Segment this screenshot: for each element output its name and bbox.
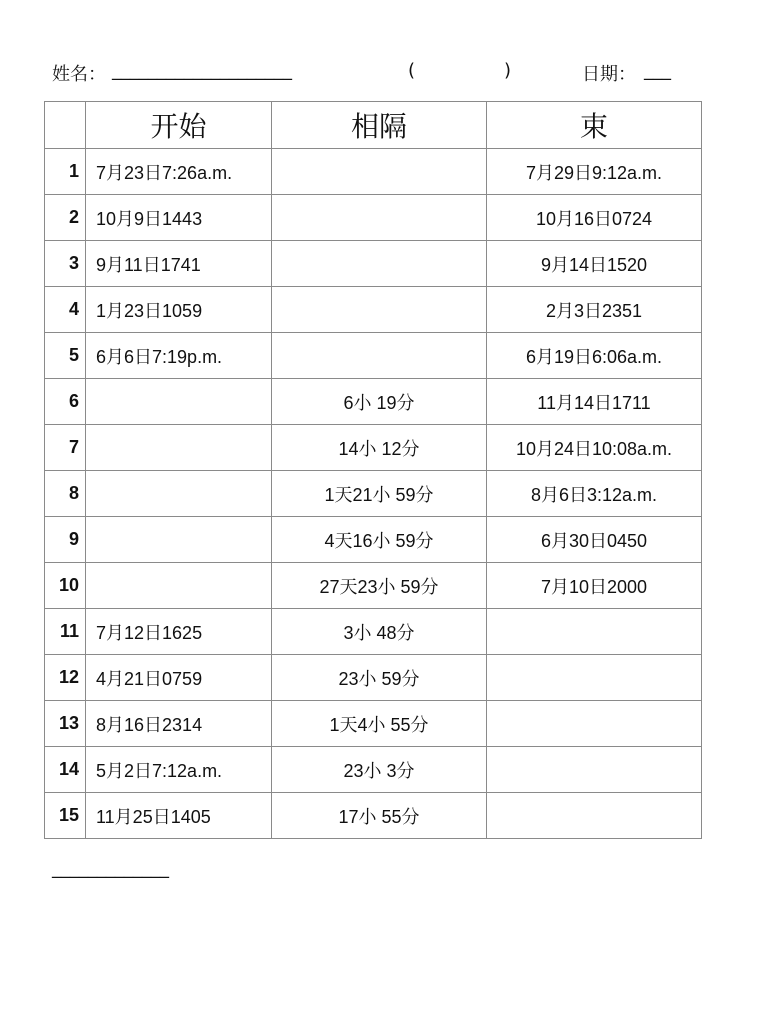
row-number: 15 bbox=[45, 793, 86, 839]
elapsed-time-cell[interactable]: 1天21小 59分 bbox=[272, 471, 487, 517]
table-row bbox=[45, 425, 702, 471]
worksheet-header bbox=[52, 60, 702, 88]
row-number: 8 bbox=[45, 471, 86, 517]
table-row bbox=[45, 333, 702, 379]
elapsed-time-cell[interactable] bbox=[272, 149, 487, 195]
table-row bbox=[45, 563, 702, 609]
start-time-cell[interactable]: 6月6日7:19p.m. bbox=[86, 333, 272, 379]
start-time-cell[interactable] bbox=[86, 379, 272, 425]
table-row bbox=[45, 747, 702, 793]
table-row bbox=[45, 609, 702, 655]
column-header-start: 开始 bbox=[86, 102, 272, 149]
elapsed-time-cell[interactable]: 1天4小 55分 bbox=[272, 701, 487, 747]
start-time-cell[interactable]: 10月9日1443 bbox=[86, 195, 272, 241]
elapsed-time-cell[interactable] bbox=[272, 195, 487, 241]
start-time-cell[interactable] bbox=[86, 471, 272, 517]
row-number: 1 bbox=[45, 149, 86, 195]
start-time-cell[interactable] bbox=[86, 517, 272, 563]
elapsed-time-cell[interactable]: 17小 55分 bbox=[272, 793, 487, 839]
table-row bbox=[45, 793, 702, 839]
end-time-cell[interactable]: 7月29日9:12a.m. bbox=[487, 149, 702, 195]
end-time-cell[interactable]: 7月10日2000 bbox=[487, 563, 702, 609]
end-time-cell[interactable] bbox=[487, 793, 702, 839]
row-number: 5 bbox=[45, 333, 86, 379]
table-row bbox=[45, 379, 702, 425]
elapsed-time-table bbox=[44, 101, 702, 839]
end-time-cell[interactable] bbox=[487, 609, 702, 655]
table-row bbox=[45, 655, 702, 701]
elapsed-time-cell[interactable]: 27天23小 59分 bbox=[272, 563, 487, 609]
row-number: 6 bbox=[45, 379, 86, 425]
table-row bbox=[45, 517, 702, 563]
row-number: 11 bbox=[45, 609, 86, 655]
row-number: 7 bbox=[45, 425, 86, 471]
row-number: 14 bbox=[45, 747, 86, 793]
table-row bbox=[45, 195, 702, 241]
elapsed-time-cell[interactable]: 4天16小 59分 bbox=[272, 517, 487, 563]
end-time-cell[interactable]: 6月19日6:06a.m. bbox=[487, 333, 702, 379]
class-paren-open: ( bbox=[408, 60, 416, 81]
start-time-cell[interactable]: 7月23日7:26a.m. bbox=[86, 149, 272, 195]
row-number: 10 bbox=[45, 563, 86, 609]
elapsed-time-cell[interactable] bbox=[272, 241, 487, 287]
date-blank-line[interactable]: ___ bbox=[644, 60, 671, 81]
elapsed-time-cell[interactable]: 3小 48分 bbox=[272, 609, 487, 655]
class-paren-close: ) bbox=[504, 60, 512, 81]
table-row bbox=[45, 241, 702, 287]
row-number: 4 bbox=[45, 287, 86, 333]
table-header-row bbox=[45, 102, 702, 149]
start-time-cell[interactable]: 1月23日1059 bbox=[86, 287, 272, 333]
end-time-cell[interactable] bbox=[487, 701, 702, 747]
column-header-number bbox=[45, 102, 86, 149]
elapsed-time-cell[interactable] bbox=[272, 287, 487, 333]
end-time-cell[interactable] bbox=[487, 655, 702, 701]
row-number: 9 bbox=[45, 517, 86, 563]
end-time-cell[interactable]: 10月24日10:08a.m. bbox=[487, 425, 702, 471]
table-row bbox=[45, 471, 702, 517]
row-number: 12 bbox=[45, 655, 86, 701]
table-row bbox=[45, 701, 702, 747]
end-time-cell[interactable]: 2月3日2351 bbox=[487, 287, 702, 333]
row-number: 13 bbox=[45, 701, 86, 747]
table-row bbox=[45, 287, 702, 333]
start-time-cell[interactable] bbox=[86, 425, 272, 471]
elapsed-time-cell[interactable]: 23小 3分 bbox=[272, 747, 487, 793]
column-header-elapsed: 相隔 bbox=[272, 102, 487, 149]
column-header-end: 束 bbox=[487, 102, 702, 149]
name-label: 姓名： bbox=[52, 64, 106, 85]
start-time-cell[interactable]: 11月25日1405 bbox=[86, 793, 272, 839]
start-time-cell[interactable]: 8月16日2314 bbox=[86, 701, 272, 747]
start-time-cell[interactable]: 7月12日1625 bbox=[86, 609, 272, 655]
end-time-cell[interactable] bbox=[487, 747, 702, 793]
start-time-cell[interactable] bbox=[86, 563, 272, 609]
start-time-cell[interactable]: 4月21日0759 bbox=[86, 655, 272, 701]
elapsed-time-cell[interactable]: 14小 12分 bbox=[272, 425, 487, 471]
row-number: 2 bbox=[45, 195, 86, 241]
end-time-cell[interactable]: 11月14日1711 bbox=[487, 379, 702, 425]
end-time-cell[interactable]: 8月6日3:12a.m. bbox=[487, 471, 702, 517]
start-time-cell[interactable]: 5月2日7:12a.m. bbox=[86, 747, 272, 793]
end-time-cell[interactable]: 6月30日0450 bbox=[487, 517, 702, 563]
footer-line: _____________ bbox=[52, 858, 169, 879]
date-label: 日期： bbox=[582, 64, 636, 85]
elapsed-time-cell[interactable] bbox=[272, 333, 487, 379]
name-blank-line[interactable]: ____________________ bbox=[112, 60, 292, 81]
end-time-cell[interactable]: 10月16日0724 bbox=[487, 195, 702, 241]
table-row bbox=[45, 149, 702, 195]
elapsed-time-cell[interactable]: 6小 19分 bbox=[272, 379, 487, 425]
start-time-cell[interactable]: 9月11日1741 bbox=[86, 241, 272, 287]
elapsed-time-cell[interactable]: 23小 59分 bbox=[272, 655, 487, 701]
row-number: 3 bbox=[45, 241, 86, 287]
end-time-cell[interactable]: 9月14日1520 bbox=[487, 241, 702, 287]
